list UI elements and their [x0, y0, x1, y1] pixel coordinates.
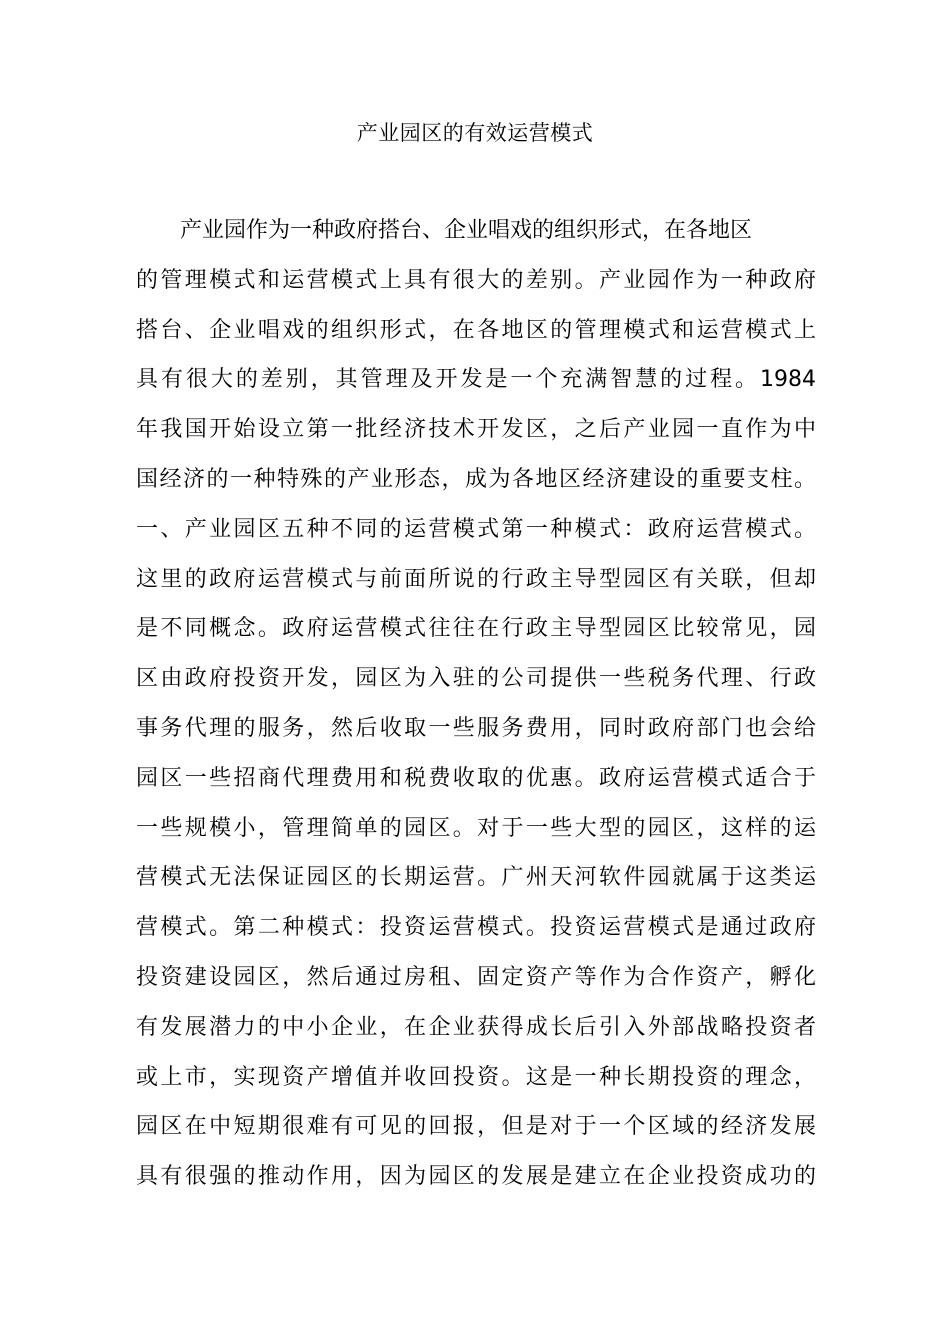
body-line: 园区在中短期很难有可见的回报，但是对于一个区域的经济发展 [136, 1114, 816, 1140]
body-line: 一、产业园区五种不同的运营模式第一种模式：政府运营模式。 [136, 516, 816, 542]
document-title: 产业园区的有效运营模式 [356, 121, 594, 145]
body-line: 一些规模小，管理简单的园区。对于一些大型的园区，这样的运 [136, 815, 816, 841]
body-line: 年我国开始设立第一批经济技术开发区，之后产业园一直作为中 [136, 417, 816, 443]
body-line: 具有很强的推动作用，因为园区的发展是建立在企业投资成功的 [136, 1164, 816, 1190]
body-line: 具有很大的差别，其管理及开发是一个充满智慧的过程。1984 [136, 367, 816, 393]
body-line: 这里的政府运营模式与前面所说的行政主导型园区有关联，但却 [136, 566, 816, 592]
body-line: 营模式无法保证园区的长期运营。广州天河软件园就属于这类运 [136, 865, 816, 891]
body-line: 营模式。第二种模式：投资运营模式。投资运营模式是通过政府 [136, 915, 816, 941]
body-line: 区由政府投资开发，园区为入驻的公司提供一些税务代理、行政 [136, 666, 816, 692]
body-line: 国经济的一种特殊的产业形态，成为各地区经济建设的重要支柱。 [136, 466, 816, 492]
body-line: 事务代理的服务，然后收取一些服务费用，同时政府部门也会给 [136, 715, 816, 741]
body-line: 搭台、企业唱戏的组织形式，在各地区的管理模式和运营模式上 [136, 317, 816, 343]
body-line: 有发展潜力的中小企业，在企业获得成长后引入外部战略投资者 [136, 1014, 816, 1040]
body-line: 或上市，实现资产增值并收回投资。这是一种长期投资的理念， [136, 1064, 816, 1090]
body-line: 的管理模式和运营模式上具有很大的差别。产业园作为一种政府 [136, 267, 816, 293]
body-line: 是不同概念。政府运营模式往往在行政主导型园区比较常见，园 [136, 616, 816, 642]
body-line: 园区一些招商代理费用和税费收取的优惠。政府运营模式适合于 [136, 765, 816, 791]
document-body [136, 206, 816, 1202]
body-line: 投资建设园区，然后通过房租、固定资产等作为合作资产，孵化 [136, 964, 816, 990]
body-line: 产业园作为一种政府搭台、企业唱戏的组织形式，在各地区 [136, 218, 753, 243]
